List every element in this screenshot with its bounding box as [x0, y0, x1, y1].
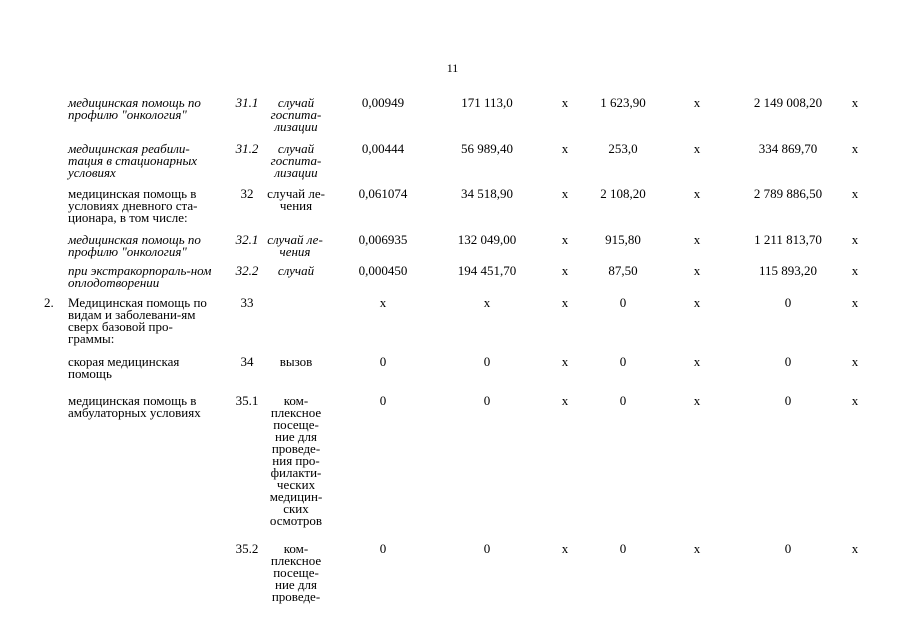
row-name: медицинская помощь в амбулаторных условиях — [68, 393, 201, 420]
cell-x: х — [561, 141, 569, 156]
value-per-capita: 0 — [619, 393, 627, 408]
row-name: медицинская помощь по профилю "онкология" — [68, 95, 201, 122]
row-unit: случай ле-чения — [267, 232, 323, 259]
row-code: 32.2 — [235, 263, 259, 278]
cell-x: х — [561, 95, 569, 110]
value-total: 0 — [784, 295, 792, 310]
value-total: 2 149 008,20 — [753, 95, 823, 110]
value-per-capita: 0 — [619, 295, 627, 310]
row-unit: ком-плексное посеще-ние для проведе- — [270, 541, 322, 604]
row-code: 35.1 — [235, 393, 259, 408]
cell-x: х — [851, 541, 859, 556]
row-code: 33 — [240, 295, 254, 310]
row-code: 31.1 — [235, 95, 259, 110]
cell-x: х — [851, 263, 859, 278]
cell-x: х — [561, 541, 569, 556]
value-norm: 0,006935 — [358, 232, 408, 247]
cell-x: х — [851, 393, 859, 408]
cell-x: х — [851, 186, 859, 201]
row-unit: случай ле-чения — [267, 186, 325, 213]
value-cost: х — [483, 295, 491, 310]
cell-x: х — [561, 232, 569, 247]
value-per-capita: 87,50 — [608, 263, 638, 278]
value-norm: 0,00949 — [361, 95, 405, 110]
value-total: 1 211 813,70 — [754, 232, 822, 247]
value-total: 0 — [784, 393, 792, 408]
value-per-capita: 0 — [619, 354, 627, 369]
cell-x: х — [693, 541, 701, 556]
value-norm: 0 — [379, 541, 387, 556]
cell-x: х — [851, 95, 859, 110]
row-name: медицинская помощь по профилю "онкология" — [68, 232, 201, 259]
value-norm: 0 — [379, 354, 387, 369]
row-number: 2. — [44, 295, 54, 310]
value-cost: 194 451,70 — [457, 263, 517, 278]
cell-x: х — [693, 295, 701, 310]
row-unit: случай госпита-лизации — [270, 141, 322, 180]
row-unit: случай — [277, 263, 315, 278]
value-norm: 0,061074 — [358, 186, 408, 201]
value-total: 115 893,20 — [758, 263, 818, 278]
row-code: 32 — [240, 186, 254, 201]
cell-x: х — [693, 95, 701, 110]
value-total: 0 — [784, 354, 792, 369]
cell-x: х — [851, 295, 859, 310]
cell-x: х — [561, 186, 569, 201]
row-name: медицинская реабили-тация в стационарных условиях — [68, 141, 198, 180]
value-total: 0 — [784, 541, 792, 556]
row-code: 31.2 — [235, 141, 259, 156]
cell-x: х — [851, 141, 859, 156]
value-cost: 0 — [483, 541, 491, 556]
cell-x: х — [561, 295, 569, 310]
cell-x: х — [561, 263, 569, 278]
value-norm: 0,000450 — [358, 263, 408, 278]
page-number: 11 — [446, 61, 459, 75]
row-code: 32.1 — [235, 232, 259, 247]
value-per-capita: 2 108,20 — [600, 186, 646, 201]
row-unit: ком-плексное посеще-ние для проведе-ния про-филакти-ческих медицин-ских осмотров — [269, 393, 323, 528]
value-norm: х — [379, 295, 387, 310]
value-cost: 0 — [483, 354, 491, 369]
row-unit: вызов — [279, 354, 313, 369]
row-name: скорая медицинская помощь — [68, 354, 180, 381]
value-total: 2 789 886,50 — [753, 186, 823, 201]
value-total: 334 869,70 — [758, 141, 818, 156]
row-code: 35.2 — [235, 541, 259, 556]
value-per-capita: 1 623,90 — [600, 95, 646, 110]
value-norm: 0,00444 — [361, 141, 405, 156]
value-per-capita: 915,80 — [605, 232, 641, 247]
row-name: Медицинская помощь по видам и заболевани-ям сверх базовой про-граммы: — [68, 295, 207, 346]
value-cost: 0 — [483, 393, 491, 408]
value-cost: 132 049,00 — [457, 232, 517, 247]
value-cost: 171 113,0 — [461, 95, 513, 110]
cell-x: х — [693, 354, 701, 369]
cell-x: х — [693, 232, 701, 247]
cell-x: х — [693, 141, 701, 156]
cell-x: х — [693, 186, 701, 201]
cell-x: х — [851, 232, 859, 247]
cell-x: х — [561, 354, 569, 369]
cell-x: х — [561, 393, 569, 408]
row-unit: случай госпита-лизации — [270, 95, 322, 134]
value-per-capita: 0 — [619, 541, 627, 556]
value-per-capita: 253,0 — [608, 141, 638, 156]
value-cost: 34 518,90 — [461, 186, 513, 201]
cell-x: х — [693, 263, 701, 278]
cell-x: х — [693, 393, 701, 408]
value-norm: 0 — [379, 393, 387, 408]
row-name: медицинская помощь в условиях дневного ста-ционара, в том числе: — [68, 186, 198, 225]
row-name: при экстракорпораль-ном оплодотворении — [68, 263, 212, 290]
row-code: 34 — [240, 354, 254, 369]
value-cost: 56 989,40 — [461, 141, 513, 156]
cell-x: х — [851, 354, 859, 369]
